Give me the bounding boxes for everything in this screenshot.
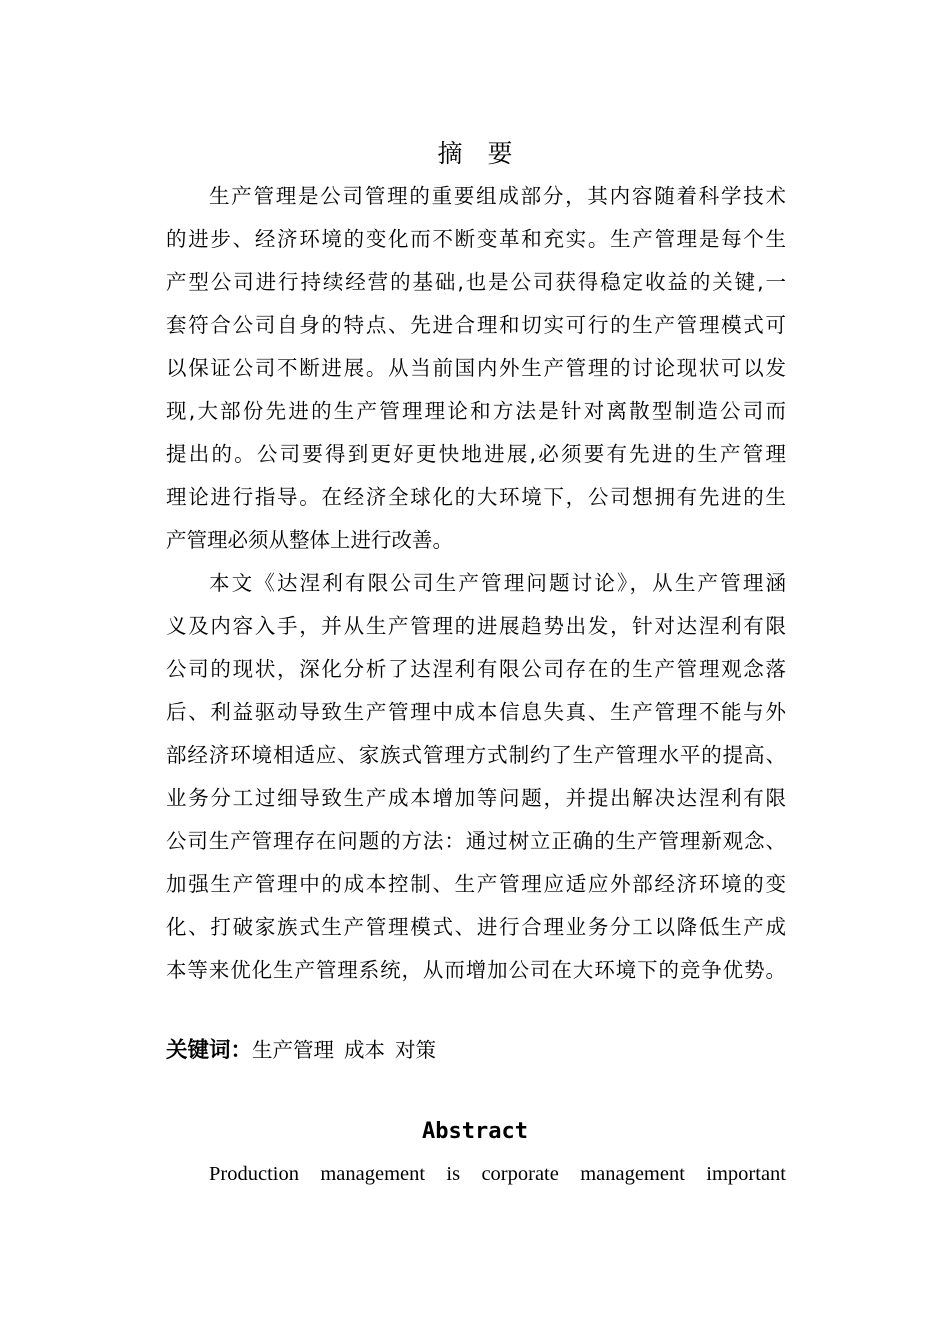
paragraph-line: 部经济环境相适应、家族式管理方式制约了生产管理水平的提高、	[166, 743, 786, 767]
paragraph-line: 提出的。公司要得到更好更快地进展,必须要有先进的生产管理	[166, 442, 786, 466]
keywords-line	[166, 1031, 436, 1069]
paragraph-line: 现,大部份先进的生产管理理论和方法是针对离散型制造公司而	[166, 399, 786, 423]
abstract-title-en: Abstract	[422, 1119, 528, 1144]
paragraph-line: 业务分工过细导致生产成本增加等问题，并提出解决达涅利有限	[166, 786, 786, 810]
paragraph-line: 产型公司进行持续经营的基础,也是公司获得稳定收益的关键,一	[166, 270, 786, 294]
paragraph-line: 本等来优化生产管理系统，从而增加公司在大环境下的竞争优势。	[166, 958, 786, 982]
paragraph-line: 公司的现状，深化分析了达涅利有限公司存在的生产管理观念落	[166, 657, 786, 681]
paragraph-line: 产管理必须从整体上进行改善。	[166, 528, 453, 552]
paragraph-line: 公司生产管理存在问题的方法：通过树立正确的生产管理新观念、	[166, 829, 786, 853]
keyword: 对策	[395, 1038, 437, 1062]
paragraph-line: 生产管理是公司管理的重要组成部分，其内容随着科学技术	[209, 184, 786, 208]
paragraph-line: 本文《达涅利有限公司生产管理问题讨论》，从生产管理涵	[209, 571, 786, 595]
abstract-en-line: Production management is corporate management important	[209, 1163, 786, 1185]
abstract-title-cn: 摘 要	[437, 139, 513, 168]
paragraph-line: 义及内容入手，并从生产管理的进展趋势出发，针对达涅利有限	[166, 614, 786, 638]
keyword: 成本	[344, 1038, 386, 1062]
keyword: 生产管理	[252, 1038, 335, 1062]
paragraph-line: 的进步、经济环境的变化而不断变革和充实。生产管理是每个生	[166, 227, 786, 251]
paragraph-line: 后、利益驱动导致生产管理中成本信息失真、生产管理不能与外	[166, 700, 786, 724]
paragraph-line: 化、打破家族式生产管理模式、进行合理业务分工以降低生产成	[166, 915, 786, 939]
paragraph-line: 套符合公司自身的特点、先进合理和切实可行的生产管理模式可	[166, 313, 786, 337]
paragraph-line: 以保证公司不断进展。从当前国内外生产管理的讨论现状可以发	[166, 356, 786, 380]
paragraph-line: 理论进行指导。在经济全球化的大环境下，公司想拥有先进的生	[166, 485, 786, 509]
keywords-label: 关键词：	[166, 1038, 253, 1063]
paragraph-line: 加强生产管理中的成本控制、生产管理应适应外部经济环境的变	[166, 872, 786, 896]
